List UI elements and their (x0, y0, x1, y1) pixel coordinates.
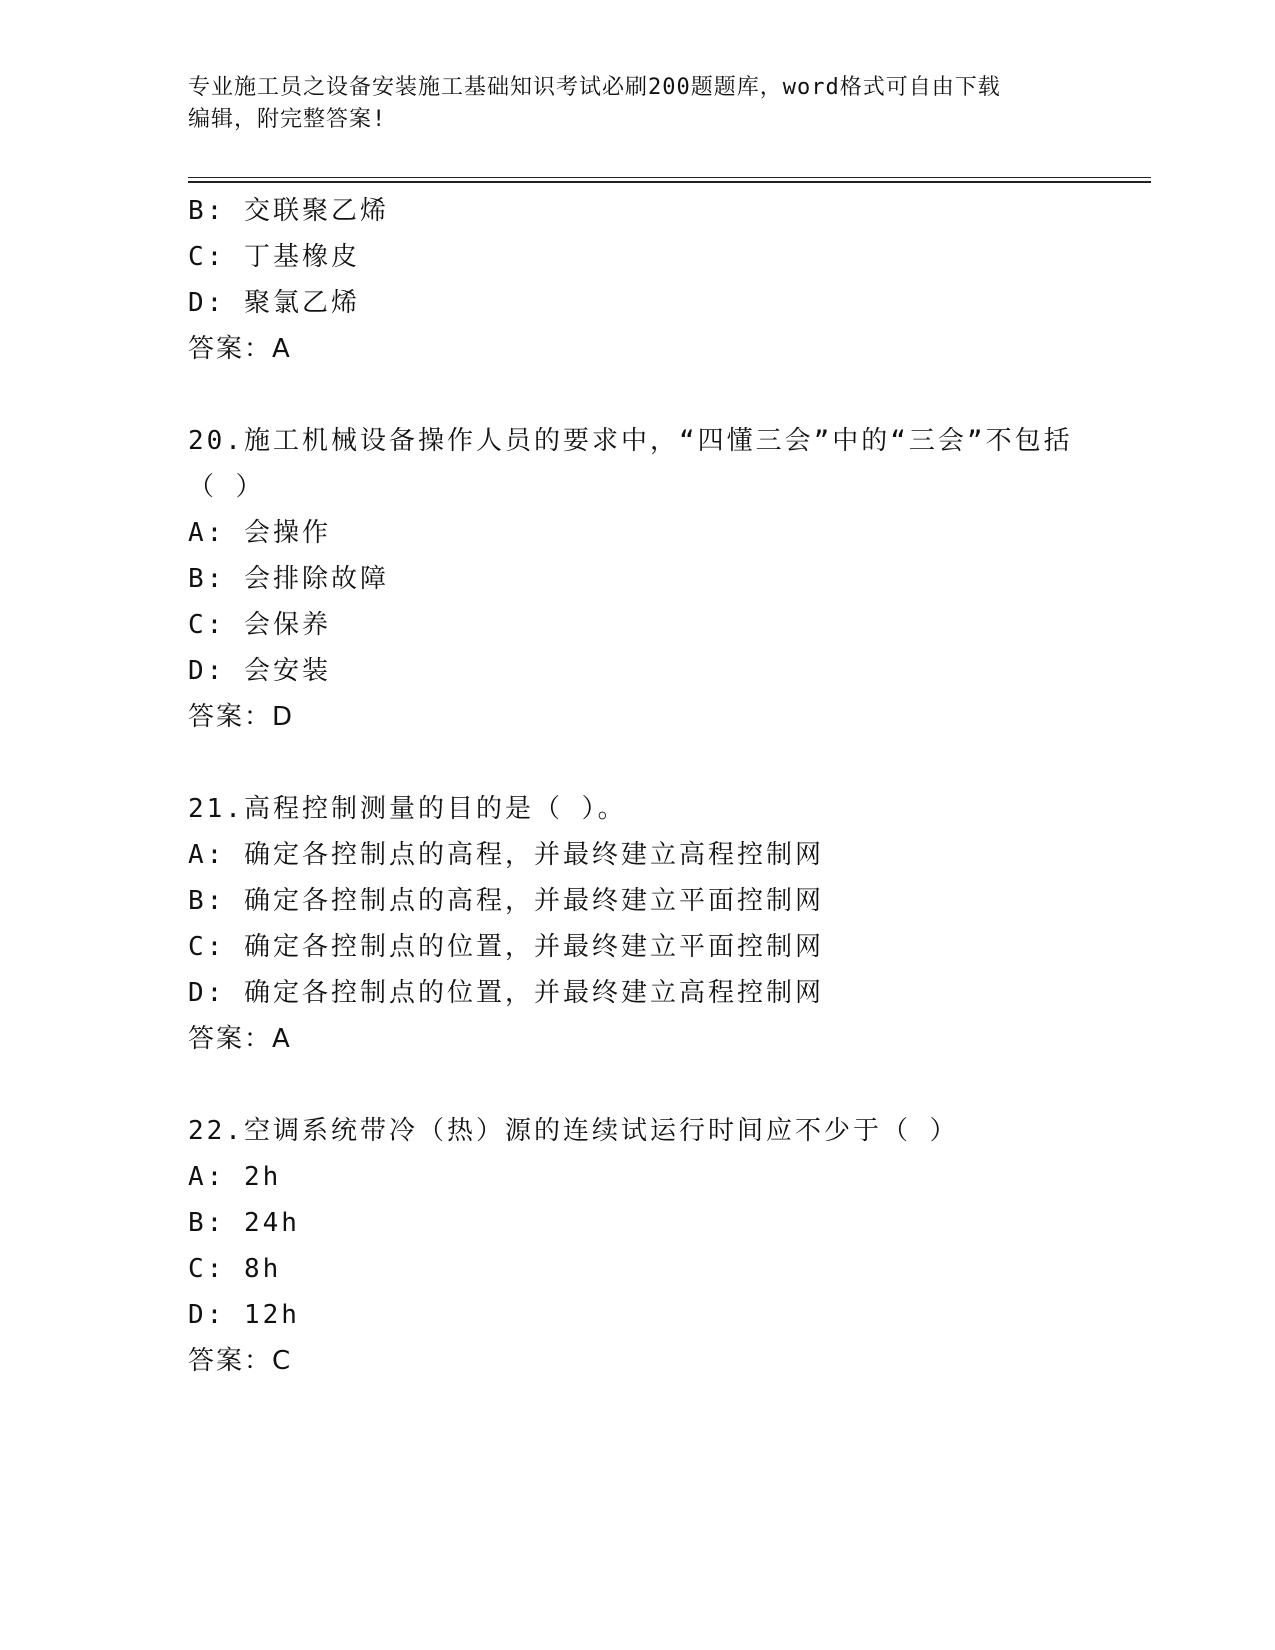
question-stem: 20.施工机械设备操作人员的要求中，“四懂三会”中的“三会”不包括（ ） (188, 426, 1073, 502)
option-c: C: 确定各控制点的位置，并最终建立平面控制网 (188, 932, 824, 962)
document-header (188, 72, 1088, 136)
answer-line: 答案：A (188, 1024, 292, 1054)
option-d: D: 会安装 (188, 656, 331, 686)
answer-line: 答案：D (188, 702, 295, 732)
option-b: B: 会排除故障 (188, 564, 389, 594)
option-a: A: 2h (188, 1162, 282, 1192)
option-b: B: 交联聚乙烯 (188, 196, 389, 226)
header-line-2: 编辑，附完整答案! (188, 107, 387, 132)
option-b: B: 确定各控制点的高程，并最终建立平面控制网 (188, 886, 824, 916)
option-d: D: 12h (188, 1300, 300, 1330)
header-line-1: 专业施工员之设备安装施工基础知识考试必刷200题题库，word格式可自由下载 (188, 75, 1001, 100)
option-c: C: 会保养 (188, 610, 331, 640)
question-stem: 22.空调系统带冷（热）源的连续试运行时间应不少于（ ） (188, 1116, 959, 1146)
question-list (188, 188, 1088, 1384)
question-stem: 21.高程控制测量的目的是（ ）。 (188, 794, 627, 824)
question-21 (188, 786, 1088, 1062)
answer-line: 答案：A (188, 334, 292, 364)
header-divider-thin (188, 177, 1151, 178)
option-a: A: 会操作 (188, 518, 331, 548)
option-c: C: 8h (188, 1254, 282, 1284)
option-d: D: 确定各控制点的位置，并最终建立高程控制网 (188, 978, 824, 1008)
question-19-continued (188, 188, 1088, 372)
option-c: C: 丁基橡皮 (188, 242, 360, 272)
option-d: D: 聚氯乙烯 (188, 288, 360, 318)
answer-line: 答案：C (188, 1346, 293, 1376)
spacer (188, 1062, 1088, 1108)
option-a: A: 确定各控制点的高程，并最终建立高程控制网 (188, 840, 824, 870)
option-b: B: 24h (188, 1208, 300, 1238)
spacer (188, 740, 1088, 786)
header-divider-thick (188, 181, 1151, 183)
question-22 (188, 1108, 1088, 1384)
question-20 (188, 418, 1088, 740)
spacer (188, 372, 1088, 418)
